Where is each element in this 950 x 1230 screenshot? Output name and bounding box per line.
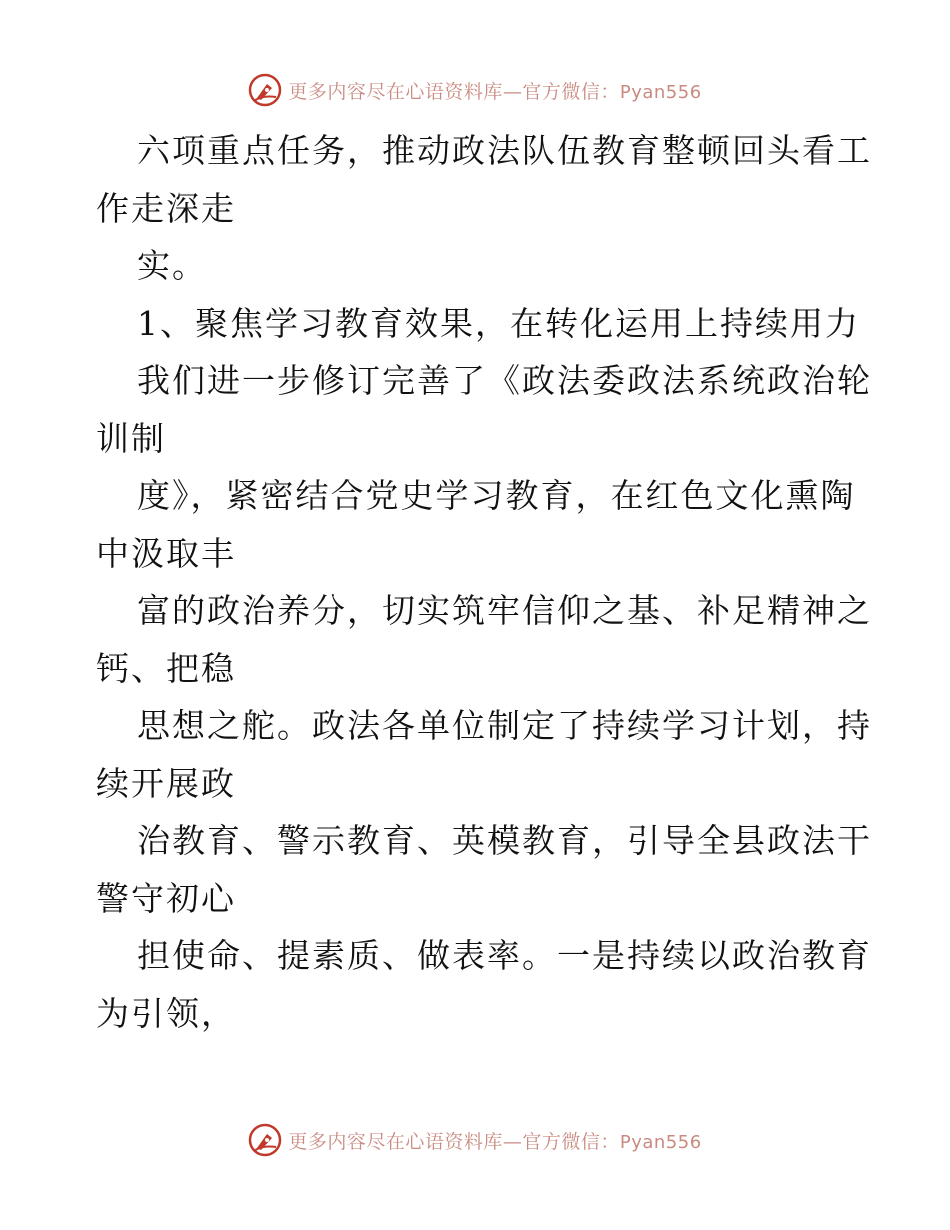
text-line: 训制 — [96, 418, 166, 458]
text-line: 实。 — [137, 246, 207, 285]
text-line: 担使命、提素质、做表率。一是持续以政治教育 — [137, 936, 872, 975]
text-line: 钙、把稳 — [96, 648, 236, 688]
text-line: 度》，紧密结合党史学习教育，在红色文化熏陶 — [137, 476, 856, 515]
text-line: 富的政治养分，切实筑牢信仰之基、补足精神之 — [137, 591, 872, 630]
text-line: 治教育、警示教育、英模教育，引导全县政法干 — [137, 821, 872, 860]
text-line: 作走深走 — [96, 188, 236, 228]
text-line: 思想之舵。政法各单位制定了持续学习计划，持 — [137, 706, 872, 745]
text-line: 续开展政 — [96, 763, 236, 803]
footer-banner-text: 更多内容尽在心语资料库—官方微信：Pyan556 — [288, 1130, 702, 1153]
text-line: 为引领， — [96, 993, 236, 1033]
document-body — [96, 122, 872, 1042]
pen-nib-logo-icon — [248, 1123, 282, 1157]
pen-nib-logo-icon — [248, 73, 282, 107]
header-watermark-banner — [0, 70, 950, 110]
text-line: 六项重点任务，推动政法队伍教育整顿回头看工 — [137, 131, 872, 170]
text-line: 警守初心 — [96, 878, 236, 918]
footer-watermark-banner — [0, 1120, 950, 1160]
header-banner-text: 更多内容尽在心语资料库—官方微信：Pyan556 — [288, 80, 702, 103]
text-line: 中汲取丰 — [96, 533, 236, 573]
section-heading: 1、聚焦学习教育效果，在转化运用上持续用力 — [137, 303, 860, 343]
text-line: 我们进一步修订完善了《政法委政法系统政治轮 — [137, 361, 872, 400]
